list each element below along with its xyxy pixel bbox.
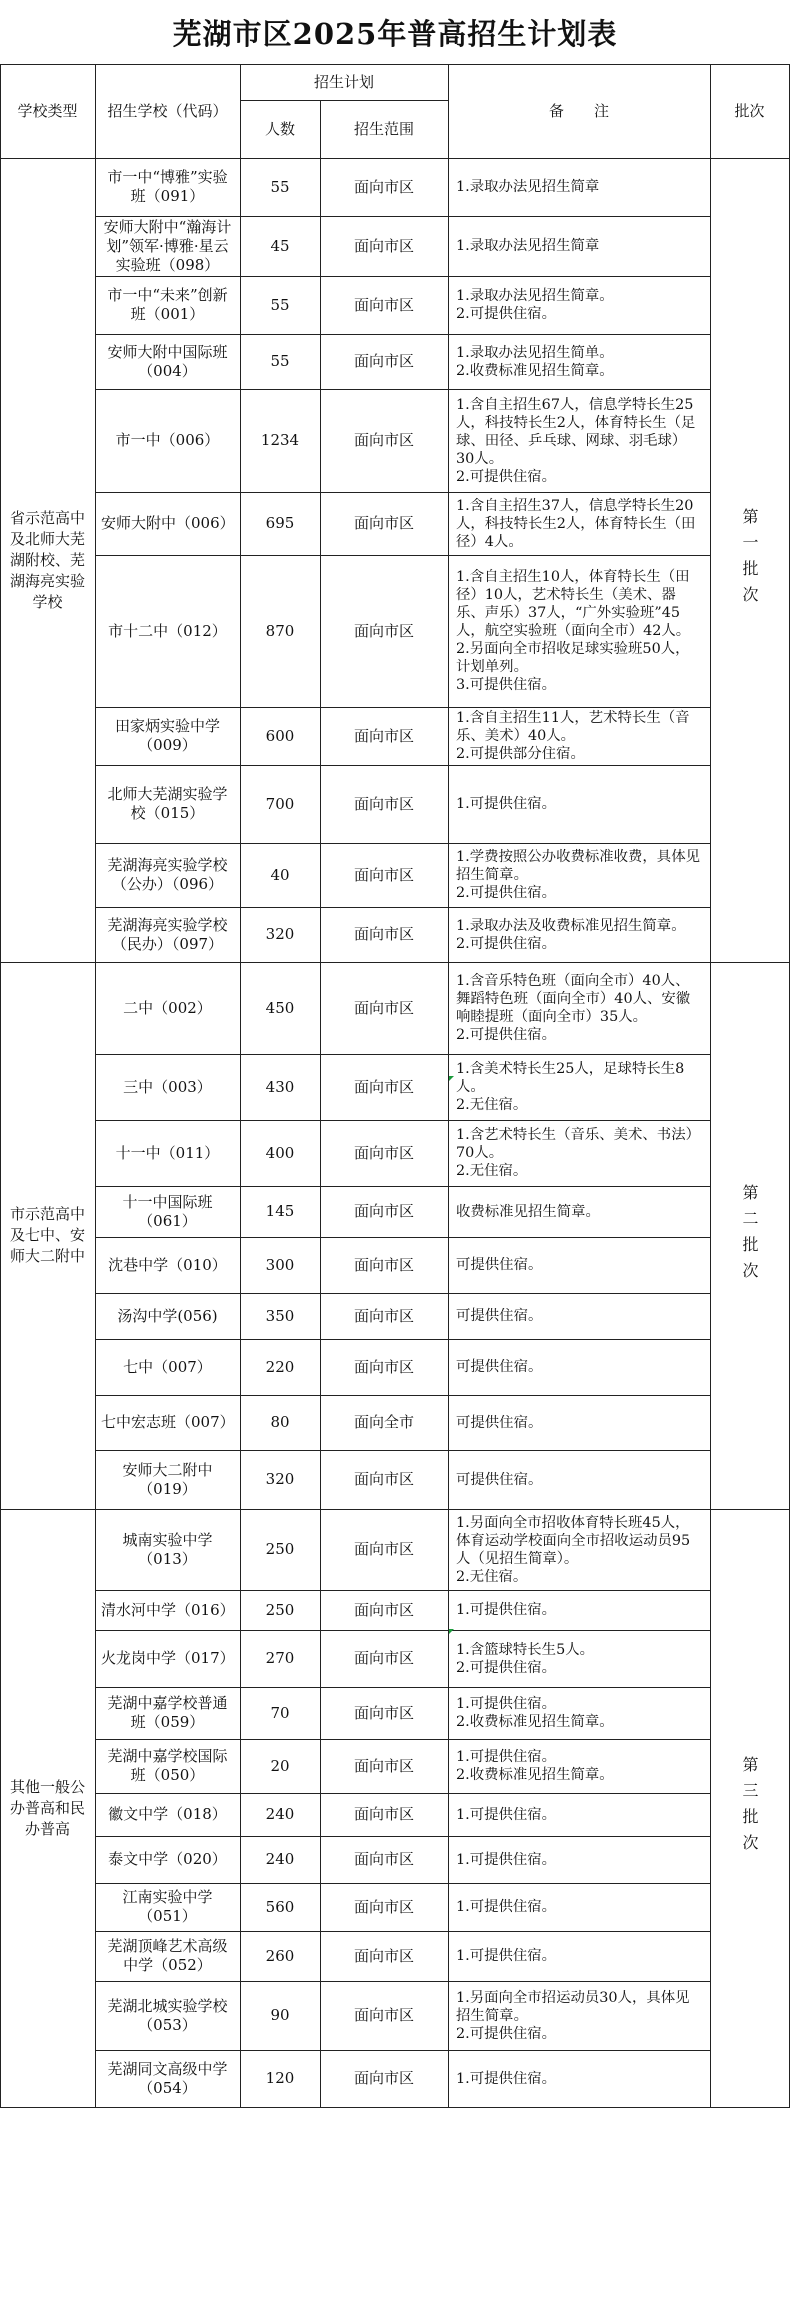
remarks: 可提供住宿。 [456,1308,543,1324]
remarks: 1.含自主招生37人，信息学特长生20人，科技特长生2人，体育特长生（田径）4人。 [456,497,696,550]
enrollment-count: 700 [265,794,295,813]
column-divider [320,100,321,2107]
column-divider [240,64,241,2107]
school-name: 十一中（011） [115,1143,220,1162]
table-top-border [0,64,790,65]
header-count: 人数 [264,119,295,138]
enrollment-count: 250 [265,1600,295,1619]
remarks: 1.含美术特长生25人，足球特长生8人。 2.无住宿。 [456,1061,685,1113]
remarks: 1.另面向全市招收体育特长班45人，体育运动学校面向全市招收运动员95人（见招生简章）。 2.无住宿。 [456,1514,691,1585]
enrollment-scope: 面向市区 [353,431,414,449]
enrollment-scope: 面向市区 [353,925,414,943]
enrollment-scope: 面向市区 [353,1946,414,1965]
school-name: 市一中“未来”创新班（001） [107,286,228,323]
school-type: 其他一般公办普高和民办普高 [9,1777,85,1838]
enrollment-count: 55 [270,295,290,314]
enrollment-scope: 面向市区 [353,1756,414,1775]
school-name: 田家炳实验中学（009） [114,717,220,754]
enrollment-scope: 面向市区 [353,2069,414,2087]
enrollment-count: 90 [270,2006,290,2024]
school-name: 安师大附中（006） [101,514,235,532]
school-name: 火龙岗中学（017） [101,1649,235,1667]
remarks: 1.录取办法及收费标准见招生简章。 2.可提供住宿。 [456,917,693,952]
enrollment-scope: 面向市区 [353,1649,414,1667]
header-school: 招生学校（代码） [107,101,228,120]
column-divider [710,64,711,2107]
group-divider [0,2107,790,2108]
school-name: 三中（003） [123,1077,212,1096]
enrollment-scope: 面向市区 [353,1077,414,1096]
remarks: 1.可提供住宿。 2.收费标准见招生简章。 [456,1749,614,1783]
remarks: 1.含音乐特色班（面向全市）40人、舞蹈特色班（面向全市）40人、安徽响睦提班（面向全市）35人。 2.可提供住宿。 [456,973,691,1043]
enrollment-scope: 面向市区 [353,1600,414,1619]
enrollment-count: 350 [265,1306,295,1325]
enrollment-count: 80 [270,1413,290,1431]
school-name: 清水河中学（016） [101,1600,235,1619]
remarks: 1.另面向全市招运动员30人，具体见招生简章。 2.可提供住宿。 [456,1989,690,2042]
remarks: 1.含篮球特长生5人。 2.可提供住宿。 [456,1641,595,1676]
school-name: 汤沟中学(056) [117,1306,218,1325]
enrollment-count: 270 [265,1649,295,1667]
enrollment-scope: 面向市区 [353,352,414,370]
enrollment-scope: 面向市区 [353,295,414,314]
school-name: 沈巷中学（010） [108,1255,227,1274]
remarks: 1.学费按照公办收费标准收费，具体见招生简章。 2.可提供住宿。 [456,849,700,901]
enrollment-scope: 面向市区 [353,621,414,640]
remarks: 1.含自主招生11人，艺术特长生（音乐、美术）40人。 2.可提供部分住宿。 [456,710,690,762]
remarks: 1.可提供住宿。 2.收费标准见招生简章。 [456,1696,614,1730]
remarks: 1.录取办法见招生简章 [456,238,600,254]
enrollment-count: 600 [265,726,295,745]
enrollment-count: 870 [265,621,295,640]
enrollment-count: 300 [265,1255,295,1274]
batch-label: 第一批次 [740,508,759,612]
enrollment-count: 20 [270,1756,290,1775]
school-name: 江南实验中学（051） [122,1888,213,1925]
enrollment-scope: 面向市区 [353,998,414,1017]
enrollment-count: 560 [265,1897,295,1916]
school-name: 泰文中学（020） [108,1850,227,1868]
enrollment-scope: 面向市区 [353,1470,414,1488]
school-name: 市一中“博雅”实验班（091） [107,168,228,205]
enrollment-scope: 面向市区 [353,1703,414,1722]
header-divider [240,100,449,101]
remarks: 1.可提供住宿。 [456,1806,557,1823]
school-name: 芜湖同文高级中学（054） [107,2059,228,2097]
remarks: 可提供住宿。 [456,1359,543,1375]
enrollment-count: 320 [265,925,295,943]
header-school-type: 学校类型 [17,101,78,120]
column-divider [448,64,449,2107]
school-name: 安师大二附中（019） [122,1460,213,1498]
enrollment-count: 260 [265,1946,295,1965]
enrollment-count: 1234 [260,431,300,449]
enrollment-count: 695 [265,514,295,532]
enrollment-count: 40 [270,865,290,884]
enrollment-count: 145 [265,1202,295,1220]
remarks: 1.可提供住宿。 [456,1851,557,1868]
school-name: 市一中（006） [115,431,220,449]
enrollment-scope: 面向市区 [353,1805,414,1823]
column-divider [95,64,96,2107]
school-name: 二中（002） [123,998,212,1017]
school-name: 市十二中（012） [108,621,227,640]
school-name: 芜湖海亮实验学校（民办）（097） [107,915,228,953]
school-name: 安师大附中国际班（004） [107,342,228,380]
enrollment-count: 55 [270,177,290,196]
enrollment-scope: 面向市区 [353,1897,414,1916]
enrollment-scope: 面向市区 [353,1540,414,1558]
header-remarks: 备 注 [548,101,609,120]
enrollment-scope: 面向市区 [353,177,414,196]
school-type: 市示范高中及七中、安师大二附中 [9,1205,85,1265]
enrollment-scope: 面向市区 [353,794,414,813]
enrollment-scope: 面向市区 [353,1202,414,1220]
enrollment-scope: 面向市区 [353,2006,414,2024]
enrollment-scope: 面向市区 [353,1255,414,1274]
enrollment-count: 70 [270,1703,290,1722]
school-name: 北师大芜湖实验学校（015） [107,785,228,822]
enrollment-scope: 面向市区 [353,514,414,532]
enrollment-scope: 面向市区 [353,726,414,745]
remarks: 1.可提供住宿。 [456,1948,557,1964]
school-name: 徽文中学（018） [108,1805,227,1823]
enrollment-count: 240 [265,1805,295,1823]
cell-comment-marker-icon [449,1629,454,1634]
batch-label: 第二批次 [740,1183,759,1288]
enrollment-scope: 面向市区 [353,1306,414,1325]
school-type: 省示范高中及北师大芜湖附校、芜湖海亮实验学校 [9,508,85,611]
remarks: 1.可提供住宿。 [456,796,557,812]
remarks: 可提供住宿。 [456,1414,543,1431]
enrollment-count: 450 [265,998,295,1017]
enrollment-count: 45 [270,236,290,255]
header-scope: 招生范围 [353,119,414,138]
school-name: 芜湖海亮实验学校（公办）（096） [107,856,228,893]
header-batch: 批次 [734,101,765,120]
enrollment-count: 320 [265,1470,295,1488]
remarks: 1.录取办法见招生简单。 2.收费标准见招生简章。 [456,344,614,379]
enrollment-count: 220 [265,1357,295,1376]
enrollment-count: 400 [265,1143,295,1162]
header-plan: 招生计划 [313,72,374,91]
school-name: 十一中国际班（061） [122,1192,213,1230]
enrollment-count: 120 [265,2069,295,2087]
enrollment-scope: 面向市区 [353,865,414,884]
remarks: 1.可提供住宿。 [456,1899,557,1915]
school-name: 城南实验中学（013） [122,1530,213,1568]
enrollment-count: 430 [265,1077,295,1096]
school-name: 七中宏志班（007） [101,1413,235,1431]
enrollment-scope: 面向市区 [353,1357,414,1376]
enrollment-scope: 面向全市 [353,1413,414,1431]
remarks: 1.录取办法见招生简章 [456,179,600,195]
enrollment-plan-table [0,64,790,2306]
remarks: 收费标准见招生简章。 [456,1203,600,1220]
school-name: 芜湖顶峰艺术高级中学（052） [107,1937,228,1974]
remarks: 1.录取办法见招生简章。 2.可提供住宿。 [456,288,614,322]
enrollment-count: 240 [265,1850,295,1868]
remarks: 可提供住宿。 [456,1471,543,1488]
cell-comment-marker-icon [449,1076,454,1081]
enrollment-scope: 面向市区 [353,1143,414,1162]
enrollment-count: 250 [265,1540,295,1558]
remarks: 1.含艺术特长生（音乐、美术、书法）70人。 2.无住宿。 [456,1127,700,1179]
enrollment-scope: 面向市区 [353,236,414,255]
school-name: 七中（007） [123,1357,212,1376]
school-name: 安师大附中“瀚海计划”领军·博雅·星云实验班（098） [103,217,232,274]
remarks: 1.可提供住宿。 [456,2070,557,2087]
remarks: 1.含自主招生67人，信息学特长生25人，科技特长生2人，体育特长生（足球、田径、乒乓球、网球、羽毛球）30人。 2.可提供住宿。 [456,396,696,485]
enrollment-scope: 面向市区 [353,1850,414,1868]
remarks: 1.含自主招生10人，体育特长生（田径）10人，艺术特长生（美术、器乐、声乐）37人，“广外实验班”45人，航空实验班（面向全市）42人。 2.另面向全市招收足球实验班50人，计划单列。 3.可提供住宿。 [456,569,691,693]
school-name: 芜湖中嘉学校国际班（050） [107,1747,228,1784]
page-title: 芜湖市区2025年普高招生计划表 [172,16,618,51]
table-left-border [0,64,1,2107]
school-name: 芜湖中嘉学校普通班（059） [107,1694,228,1731]
school-name: 芜湖北城实验学校（053） [107,1996,228,2034]
remarks: 1.可提供住宿。 [456,1602,557,1618]
remarks: 可提供住宿。 [456,1257,543,1273]
enrollment-count: 55 [270,352,290,370]
batch-label: 第三批次 [740,1756,759,1860]
